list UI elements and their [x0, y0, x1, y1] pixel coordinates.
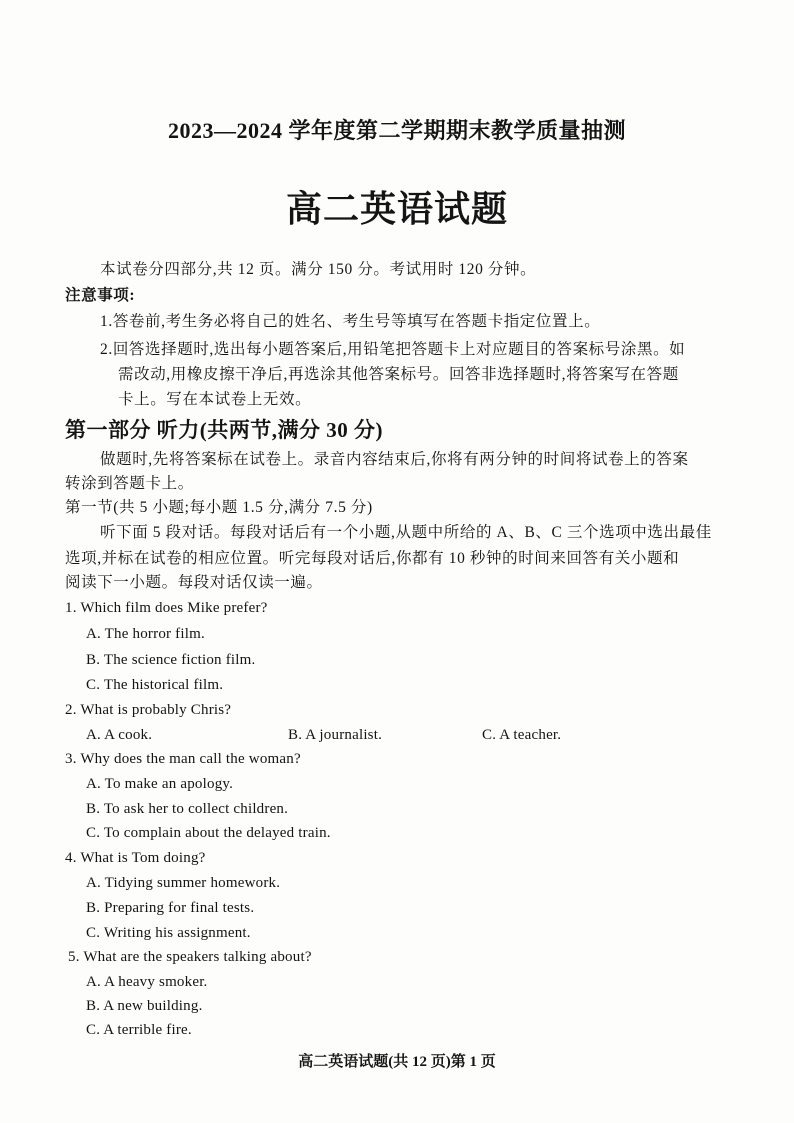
question-1-stem: 1. Which film does Mike prefer? [65, 600, 268, 616]
question-1-option-c: C. The historical film. [86, 677, 224, 693]
question-2-option-a: A. A cook. [86, 727, 153, 743]
question-4-option-c: C. Writing his assignment. [86, 925, 251, 941]
notice-item-2-line-3: 卡上。写在本试卷上无效。 [118, 391, 312, 408]
page-footer: 高二英语试题(共 12 页)第 1 页 [298, 1054, 496, 1070]
notice-item-2-line-1: 2.回答选择题时,选出每小题答案后,用铅笔把答题卡上对应题目的答案标号涂黑。如 [100, 341, 686, 358]
question-2-option-b: B. A journalist. [288, 727, 383, 743]
question-1-option-a: A. The horror film. [86, 626, 205, 642]
question-5-stem: 5. What are the speakers talking about? [68, 949, 312, 965]
question-4-stem: 4. What is Tom doing? [65, 850, 206, 866]
question-5-option-c: C. A terrible fire. [86, 1022, 192, 1038]
section-one-instruction-line-2: 选项,并标在试卷的相应位置。听完每段对话后,你都有 10 秒钟的时间来回答有关小题和 [65, 550, 680, 567]
exam-subtitle: 2023—2024 学年度第二学期期末教学质量抽测 [167, 118, 626, 143]
notice-item-2-line-2: 需改动,用橡皮擦干净后,再选涂其他答案标号。回答非选择题时,将答案写在答题 [118, 366, 679, 383]
question-4-option-b: B. Preparing for final tests. [86, 900, 255, 916]
notice-item-1: 1.答卷前,考生务必将自己的姓名、考生号等填写在答题卡指定位置上。 [100, 313, 601, 330]
question-3-option-c: C. To complain about the delayed train. [86, 825, 331, 841]
part-one-instruction-line-1: 做题时,先将答案标在试卷上。录音内容结束后,你将有两分钟的时间将试卷上的答案 [100, 451, 689, 468]
question-3-option-a: A. To make an apology. [86, 776, 234, 792]
question-3-option-b: B. To ask her to collect children. [86, 801, 289, 817]
question-5-option-b: B. A new building. [86, 998, 203, 1014]
section-one-heading: 第一节(共 5 小题;每小题 1.5 分,满分 7.5 分) [65, 499, 373, 516]
question-2-stem: 2. What is probably Chris? [65, 702, 232, 718]
question-5-option-a: A. A heavy smoker. [86, 974, 208, 990]
exam-title: 高二英语试题 [285, 189, 508, 229]
question-4-option-a: A. Tidying summer homework. [86, 875, 281, 891]
question-3-stem: 3. Why does the man call the woman? [65, 751, 301, 767]
section-one-instruction-line-3: 阅读下一小题。每段对话仅读一遍。 [65, 574, 323, 591]
part-one-heading: 第一部分 听力(共两节,满分 30 分) [65, 418, 383, 442]
question-2-option-c: C. A teacher. [482, 727, 562, 743]
intro-text: 本试卷分四部分,共 12 页。满分 150 分。考试用时 120 分钟。 [100, 261, 537, 278]
section-one-instruction-line-1: 听下面 5 段对话。每段对话后有一个小题,从题中所给的 A、B、C 三个选项中选出最佳 [100, 524, 712, 541]
part-one-instruction-line-2: 转涂到答题卡上。 [65, 475, 194, 492]
notice-heading: 注意事项: [65, 287, 136, 304]
question-1-option-b: B. The science fiction film. [86, 652, 256, 668]
